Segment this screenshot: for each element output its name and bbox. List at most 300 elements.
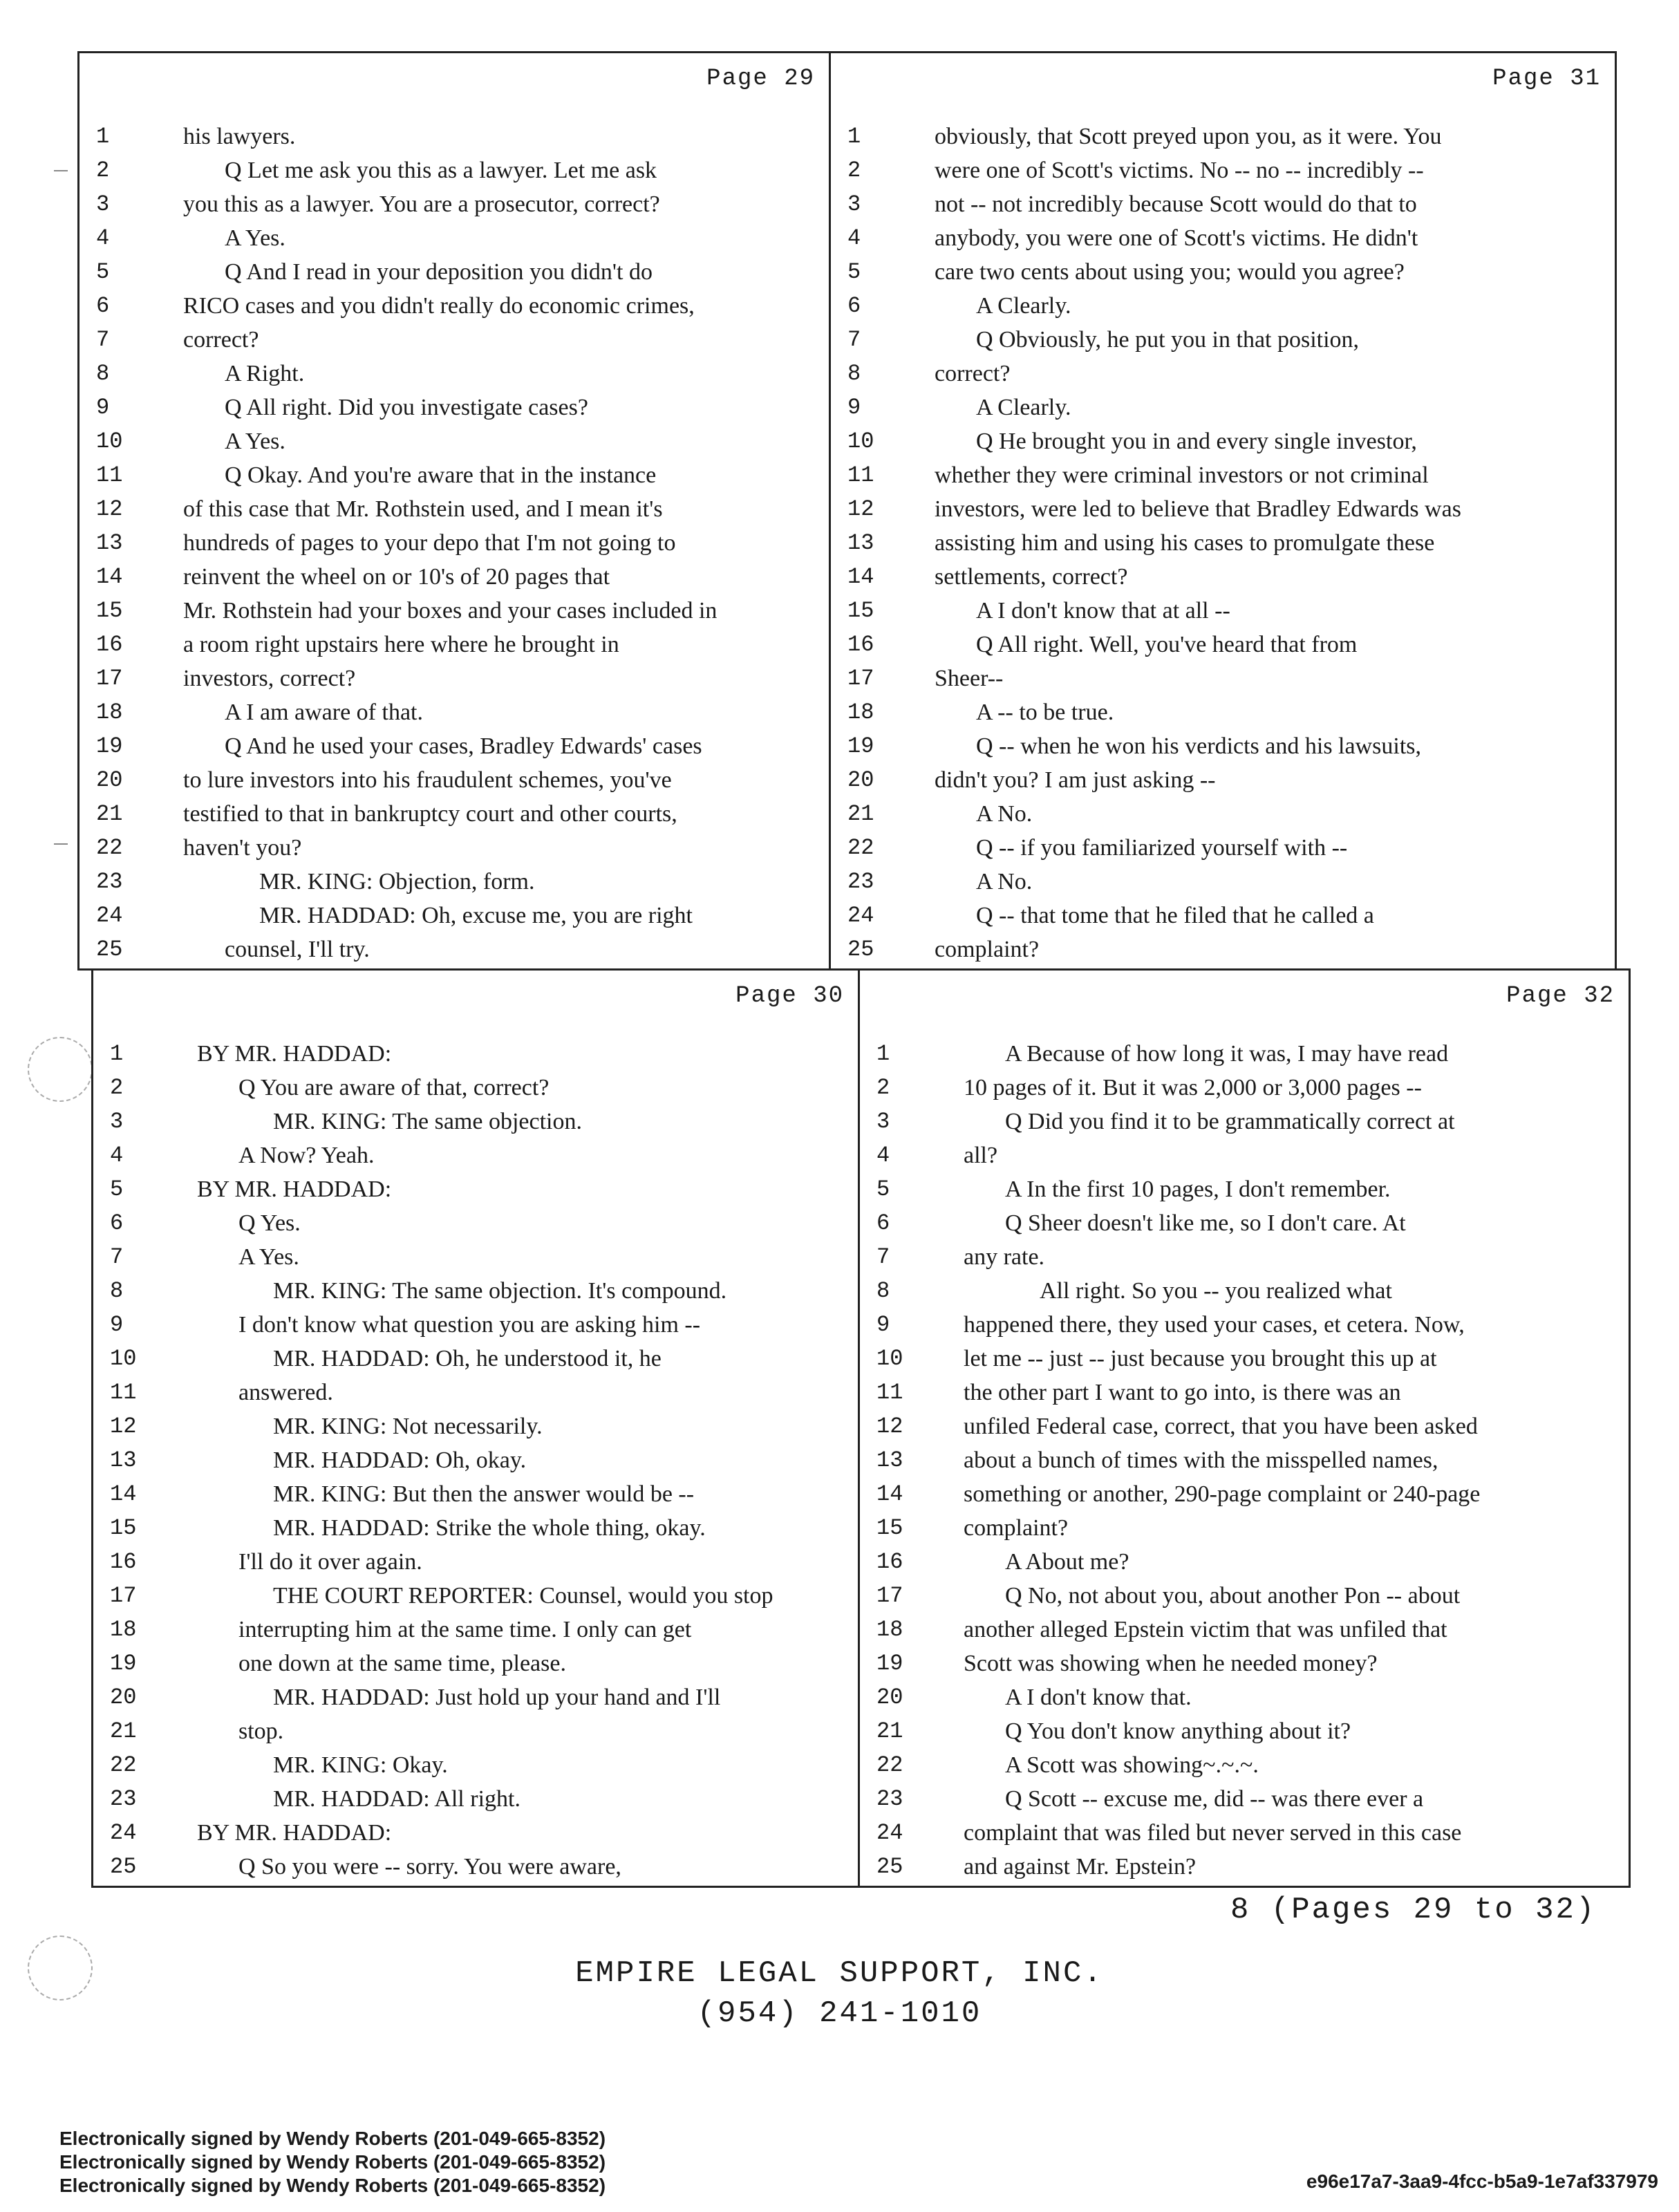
line-text: obviously, that Scott preyed upon you, as it were. You: [935, 124, 1442, 149]
transcript-line: [831, 458, 1615, 492]
transcript-line: [860, 1680, 1629, 1714]
transcript-line: [93, 1342, 858, 1376]
line-number: 25: [876, 1854, 903, 1880]
transcript-page-31: [829, 51, 1617, 971]
line-number: 14: [96, 564, 123, 590]
line-number: 18: [876, 1617, 903, 1642]
transcript-lines: [831, 120, 1615, 966]
page-number-header: Page 30: [735, 983, 844, 1009]
line-number: 1: [876, 1041, 890, 1067]
line-text: MR. HADDAD: Oh, he understood it, he: [273, 1346, 662, 1371]
transcript-line: [93, 1138, 858, 1172]
line-text: Q Let me ask you this as a lawyer. Let me ask: [225, 158, 657, 183]
transcript-line: [831, 221, 1615, 255]
company-name: EMPIRE LEGAL SUPPORT, INC.: [575, 1956, 1104, 1991]
transcript-line: [860, 1714, 1629, 1748]
line-number: 7: [847, 327, 861, 353]
line-number: 12: [876, 1414, 903, 1439]
transcript-line: [79, 458, 829, 492]
line-number: 24: [96, 903, 123, 928]
page-number-header: Page 32: [1506, 983, 1615, 1009]
line-text: A In the first 10 pages, I don't remember.: [1005, 1177, 1391, 1202]
line-text: unfiled Federal case, correct, that you have been asked: [964, 1414, 1478, 1439]
line-number: 9: [110, 1312, 124, 1338]
line-text: correct?: [935, 361, 1011, 386]
transcript-line: [93, 1105, 858, 1138]
transcript-line: [860, 1579, 1629, 1613]
line-text: complaint that was filed but never served in this case: [964, 1820, 1462, 1846]
line-text: settlements, correct?: [935, 564, 1128, 590]
line-text: assisting him and using his cases to promulgate these: [935, 530, 1435, 556]
line-number: 16: [847, 632, 874, 657]
line-number: 10: [96, 429, 123, 454]
line-text: MR. KING: The same objection.: [273, 1109, 582, 1134]
line-text: MR. HADDAD: Oh, okay.: [273, 1447, 527, 1473]
transcript-line: [79, 899, 829, 932]
line-text: a room right upstairs here where he brought in: [183, 632, 619, 657]
transcript-line: [860, 1443, 1629, 1477]
line-number: 2: [110, 1075, 124, 1100]
transcript-line: [93, 1172, 858, 1206]
electronic-signature: Electronically signed by Wendy Roberts (201-049-665-8352): [59, 2128, 606, 2149]
line-number: 8: [110, 1278, 124, 1304]
line-number: 24: [847, 903, 874, 928]
transcript-line: [93, 1680, 858, 1714]
line-number: 20: [96, 767, 123, 793]
line-text: you this as a lawyer. You are a prosecutor, correct?: [183, 191, 660, 217]
transcript-line: [93, 1071, 858, 1105]
transcript-line: [860, 1172, 1629, 1206]
line-number: 6: [847, 293, 861, 319]
line-text: the other part I want to go into, is there was an: [964, 1380, 1401, 1405]
transcript-line: [79, 695, 829, 729]
transcript-line: [79, 187, 829, 221]
line-text: about a bunch of times with the misspelled names,: [964, 1447, 1438, 1473]
line-text: A Yes.: [225, 225, 285, 251]
margin-mark: [54, 170, 68, 171]
line-text: investors, were led to believe that Bradley Edwards was: [935, 496, 1461, 522]
line-number: 5: [96, 259, 110, 285]
line-text: haven't you?: [183, 835, 302, 861]
line-text: Q So you were -- sorry. You were aware,: [238, 1854, 621, 1880]
line-text: A Clearly.: [976, 293, 1071, 319]
line-number: 3: [96, 191, 110, 217]
transcript-line: [93, 1714, 858, 1748]
line-number: 7: [110, 1244, 124, 1270]
transcript-line: [79, 391, 829, 424]
transcript-lines: [860, 1037, 1629, 1884]
transcript-line: [860, 1511, 1629, 1545]
transcript-line: [860, 1240, 1629, 1274]
line-number: 15: [110, 1515, 137, 1541]
line-text: Q Sheer doesn't like me, so I don't care. At: [1005, 1210, 1406, 1236]
transcript-line: [79, 289, 829, 323]
line-text: MR. HADDAD: Oh, excuse me, you are right: [259, 903, 693, 928]
transcript-line: [93, 1206, 858, 1240]
line-text: correct?: [183, 327, 259, 353]
line-text: investors, correct?: [183, 666, 356, 691]
line-text: Q -- when he won his verdicts and his lawsuits,: [976, 733, 1422, 759]
transcript-line: [831, 662, 1615, 695]
transcript-line: [79, 221, 829, 255]
line-text: All right. So you -- you realized what: [1040, 1278, 1392, 1304]
line-number: 1: [847, 124, 861, 149]
transcript-line: [79, 594, 829, 628]
line-number: 9: [847, 395, 861, 420]
line-number: 21: [876, 1718, 903, 1744]
transcript-line: [831, 391, 1615, 424]
line-number: 11: [847, 462, 874, 488]
line-text: Q And I read in your deposition you didn't do: [225, 259, 653, 285]
line-text: A Scott was showing~.~.~.: [1005, 1752, 1259, 1778]
transcript-line: [93, 1850, 858, 1884]
line-number: 24: [110, 1820, 137, 1846]
line-number: 8: [847, 361, 861, 386]
transcript-line: [860, 1545, 1629, 1579]
line-number: 2: [876, 1075, 890, 1100]
line-text: hundreds of pages to your depo that I'm not going to: [183, 530, 676, 556]
transcript-line: [831, 289, 1615, 323]
line-text: MR. HADDAD: Strike the whole thing, okay.: [273, 1515, 706, 1541]
line-number: 8: [96, 361, 110, 386]
line-number: 11: [96, 462, 123, 488]
transcript-line: [860, 1850, 1629, 1884]
transcript-line: [860, 1477, 1629, 1511]
transcript-line: [860, 1782, 1629, 1816]
line-number: 22: [96, 835, 123, 861]
line-text: A Clearly.: [976, 395, 1071, 420]
transcript-line: [860, 1206, 1629, 1240]
line-text: his lawyers.: [183, 124, 296, 149]
line-number: 18: [847, 700, 874, 725]
line-number: 11: [110, 1380, 137, 1405]
line-number: 25: [96, 937, 123, 962]
line-text: Q And he used your cases, Bradley Edwards' cases: [225, 733, 702, 759]
line-text: another alleged Epstein victim that was unfiled that: [964, 1617, 1447, 1642]
punch-hole-top: [28, 1037, 93, 1102]
transcript-line: [831, 865, 1615, 899]
transcript-line: [79, 628, 829, 662]
transcript-line: [831, 594, 1615, 628]
line-text: BY MR. HADDAD:: [197, 1041, 392, 1067]
transcript-line: [79, 560, 829, 594]
line-number: 15: [876, 1515, 903, 1541]
line-number: 3: [110, 1109, 124, 1134]
transcript-line: [79, 153, 829, 187]
line-number: 19: [96, 733, 123, 759]
line-number: 1: [96, 124, 110, 149]
line-text: I'll do it over again.: [238, 1549, 422, 1575]
transcript-line: [79, 865, 829, 899]
line-number: 16: [110, 1549, 137, 1575]
transcript-line: [93, 1443, 858, 1477]
transcript-line: [831, 187, 1615, 221]
transcript-line: [831, 628, 1615, 662]
line-text: A Because of how long it was, I may have read: [1005, 1041, 1449, 1067]
line-text: Q -- if you familiarized yourself with --: [976, 835, 1348, 861]
line-text: A No.: [976, 869, 1033, 894]
line-text: reinvent the wheel on or 10's of 20 pages that: [183, 564, 610, 590]
line-number: 13: [110, 1447, 137, 1473]
line-text: were one of Scott's victims. No -- no -- incredibly --: [935, 158, 1424, 183]
transcript-line: [831, 492, 1615, 526]
line-number: 11: [876, 1380, 903, 1405]
line-text: counsel, I'll try.: [225, 937, 370, 962]
line-number: 4: [847, 225, 861, 251]
line-number: 2: [96, 158, 110, 183]
line-text: all?: [964, 1143, 998, 1168]
transcript-line: [79, 662, 829, 695]
line-number: 12: [847, 496, 874, 522]
transcript-lines: [79, 120, 829, 966]
line-text: to lure investors into his fraudulent schemes, you've: [183, 767, 672, 793]
line-number: 18: [110, 1617, 137, 1642]
line-number: 6: [110, 1210, 124, 1236]
line-text: one down at the same time, please.: [238, 1651, 566, 1676]
line-number: 7: [876, 1244, 890, 1270]
transcript-line: [831, 729, 1615, 763]
transcript-line: [93, 1308, 858, 1342]
line-text: 10 pages of it. But it was 2,000 or 3,000 pages --: [964, 1075, 1422, 1100]
page-number-header: Page 29: [706, 66, 815, 92]
line-number: 12: [96, 496, 123, 522]
line-number: 20: [110, 1685, 137, 1710]
line-number: 10: [847, 429, 874, 454]
line-number: 23: [847, 869, 874, 894]
line-number: 21: [847, 801, 874, 827]
transcript-line: [79, 831, 829, 865]
transcript-line: [79, 932, 829, 966]
line-text: A No.: [976, 801, 1033, 827]
transcript-line: [860, 1037, 1629, 1071]
transcript-line: [79, 492, 829, 526]
line-text: A Now? Yeah.: [238, 1143, 375, 1168]
transcript-line: [831, 153, 1615, 187]
electronic-signature: Electronically signed by Wendy Roberts (201-049-665-8352): [59, 2151, 606, 2173]
line-number: 17: [110, 1583, 137, 1609]
transcript-line: [79, 763, 829, 797]
line-text: stop.: [238, 1718, 284, 1744]
line-text: Q He brought you in and every single investor,: [976, 429, 1417, 454]
line-text: A -- to be true.: [976, 700, 1114, 725]
line-text: MR. HADDAD: Just hold up your hand and I'll: [273, 1685, 721, 1710]
line-text: of this case that Mr. Rothstein used, and I mean it's: [183, 496, 663, 522]
footer-page-range: 8 (Pages 29 to 32): [1230, 1893, 1597, 1927]
line-text: A I am aware of that.: [225, 700, 423, 725]
line-text: MR. HADDAD: All right.: [273, 1786, 520, 1812]
transcript-line: [93, 1579, 858, 1613]
line-text: any rate.: [964, 1244, 1045, 1270]
line-number: 20: [847, 767, 874, 793]
electronic-signature: Electronically signed by Wendy Roberts (201-049-665-8352): [59, 2175, 606, 2196]
transcript-line: [93, 1274, 858, 1308]
line-number: 25: [110, 1854, 137, 1880]
line-text: I don't know what question you are asking him --: [238, 1312, 701, 1338]
line-number: 5: [110, 1177, 124, 1202]
line-number: 2: [847, 158, 861, 183]
line-number: 19: [847, 733, 874, 759]
line-number: 1: [110, 1041, 124, 1067]
line-number: 5: [876, 1177, 890, 1202]
transcript-line: [860, 1816, 1629, 1850]
transcript-line: [93, 1037, 858, 1071]
line-number: 20: [876, 1685, 903, 1710]
line-number: 19: [876, 1651, 903, 1676]
transcript-line: [79, 526, 829, 560]
transcript-page-29: [77, 51, 831, 971]
transcript-line: [831, 526, 1615, 560]
transcript-line: [93, 1647, 858, 1680]
line-text: Q No, not about you, about another Pon -- about: [1005, 1583, 1461, 1609]
line-number: 3: [876, 1109, 890, 1134]
line-number: 10: [110, 1346, 137, 1371]
line-text: testified to that in bankruptcy court and other courts,: [183, 801, 677, 827]
line-text: RICO cases and you didn't really do economic crimes,: [183, 293, 695, 319]
transcript-line: [93, 1816, 858, 1850]
line-text: Q -- that tome that he filed that he called a: [976, 903, 1374, 928]
line-number: 16: [96, 632, 123, 657]
line-text: BY MR. HADDAD:: [197, 1177, 392, 1202]
line-number: 6: [96, 293, 110, 319]
transcript-page-32: [858, 968, 1631, 1888]
line-text: complaint?: [935, 937, 1040, 962]
line-text: complaint?: [964, 1515, 1069, 1541]
line-number: 13: [876, 1447, 903, 1473]
document-hash: e96e17a7-3aa9-4fcc-b5a9-1e7af337979: [1306, 2171, 1658, 2192]
line-number: 15: [96, 598, 123, 624]
line-number: 21: [110, 1718, 137, 1744]
line-number: 16: [876, 1549, 903, 1575]
line-text: A Yes.: [238, 1244, 299, 1270]
transcript-line: [831, 255, 1615, 289]
line-text: Q Yes.: [238, 1210, 301, 1236]
transcript-line: [860, 1647, 1629, 1680]
line-number: 21: [96, 801, 123, 827]
transcript-line: [860, 1071, 1629, 1105]
line-number: 8: [876, 1278, 890, 1304]
transcript-page-30: [91, 968, 860, 1888]
line-number: 12: [110, 1414, 137, 1439]
line-text: something or another, 290-page complaint or 240-page: [964, 1481, 1481, 1507]
line-text: MR. KING: Objection, form.: [259, 869, 535, 894]
transcript-line: [79, 729, 829, 763]
transcript-line: [93, 1748, 858, 1782]
transcript-line: [79, 797, 829, 831]
line-text: and against Mr. Epstein?: [964, 1854, 1197, 1880]
line-number: 23: [110, 1786, 137, 1812]
transcript-line: [93, 1409, 858, 1443]
transcript-line: [79, 120, 829, 153]
line-text: not -- not incredibly because Scott would do that to: [935, 191, 1417, 217]
transcript-line: [831, 424, 1615, 458]
line-number: 23: [96, 869, 123, 894]
line-text: Q Scott -- excuse me, did -- was there ever a: [1005, 1786, 1424, 1812]
transcript-line: [860, 1105, 1629, 1138]
line-text: anybody, you were one of Scott's victims. He didn't: [935, 225, 1418, 251]
line-text: A I don't know that at all --: [976, 598, 1230, 624]
transcript-line: [860, 1613, 1629, 1647]
transcript-line: [93, 1511, 858, 1545]
line-text: Mr. Rothstein had your boxes and your cases included in: [183, 598, 717, 624]
line-text: whether they were criminal investors or not criminal: [935, 462, 1429, 488]
line-number: 22: [876, 1752, 903, 1778]
transcript-line: [79, 323, 829, 357]
transcript-line: [831, 120, 1615, 153]
transcript-line: [93, 1613, 858, 1647]
transcript-lines: [93, 1037, 858, 1884]
line-number: 4: [876, 1143, 890, 1168]
line-text: MR. KING: Okay.: [273, 1752, 448, 1778]
line-text: Q All right. Did you investigate cases?: [225, 395, 588, 420]
line-number: 9: [876, 1312, 890, 1338]
line-number: 7: [96, 327, 110, 353]
line-text: A Yes.: [225, 429, 285, 454]
line-number: 13: [847, 530, 874, 556]
transcript-line: [93, 1376, 858, 1409]
transcript-line: [860, 1342, 1629, 1376]
line-text: let me -- just -- just because you brought this up at: [964, 1346, 1437, 1371]
transcript-line: [860, 1409, 1629, 1443]
transcript-line: [93, 1782, 858, 1816]
page-number-header: Page 31: [1492, 66, 1601, 92]
transcript-line: [831, 797, 1615, 831]
line-text: Q Okay. And you're aware that in the instance: [225, 462, 657, 488]
line-number: 14: [876, 1481, 903, 1507]
line-number: 5: [847, 259, 861, 285]
line-text: MR. KING: Not necessarily.: [273, 1414, 543, 1439]
line-text: happened there, they used your cases, et cetera. Now,: [964, 1312, 1465, 1338]
transcript-line: [93, 1477, 858, 1511]
line-number: 13: [96, 530, 123, 556]
transcript-line: [831, 695, 1615, 729]
transcript-line: [860, 1308, 1629, 1342]
line-text: MR. KING: The same objection. It's compound.: [273, 1278, 727, 1304]
line-text: interrupting him at the same time. I only can get: [238, 1617, 692, 1642]
transcript-line: [860, 1748, 1629, 1782]
line-number: 9: [96, 395, 110, 420]
line-number: 19: [110, 1651, 137, 1676]
transcript-line: [831, 357, 1615, 391]
line-text: A About me?: [1005, 1549, 1129, 1575]
line-number: 10: [876, 1346, 903, 1371]
transcript-line: [79, 255, 829, 289]
line-text: Q All right. Well, you've heard that from: [976, 632, 1358, 657]
transcript-line: [93, 1545, 858, 1579]
line-number: 17: [876, 1583, 903, 1609]
transcript-line: [831, 932, 1615, 966]
line-number: 4: [96, 225, 110, 251]
line-text: A Right.: [225, 361, 305, 386]
transcript-line: [79, 424, 829, 458]
line-number: 6: [876, 1210, 890, 1236]
line-text: Q You are aware of that, correct?: [238, 1075, 550, 1100]
transcript-line: [831, 831, 1615, 865]
line-number: 22: [847, 835, 874, 861]
line-number: 25: [847, 937, 874, 962]
line-number: 17: [847, 666, 874, 691]
line-number: 14: [110, 1481, 137, 1507]
transcript-line: [860, 1138, 1629, 1172]
line-text: Q Obviously, he put you in that position,: [976, 327, 1360, 353]
transcript-line: [831, 899, 1615, 932]
line-text: MR. KING: But then the answer would be --: [273, 1481, 695, 1507]
line-number: 23: [876, 1786, 903, 1812]
transcript-line: [79, 357, 829, 391]
transcript-line: [93, 1240, 858, 1274]
line-text: care two cents about using you; would you agree?: [935, 259, 1405, 285]
transcript-line: [831, 560, 1615, 594]
line-text: BY MR. HADDAD:: [197, 1820, 392, 1846]
